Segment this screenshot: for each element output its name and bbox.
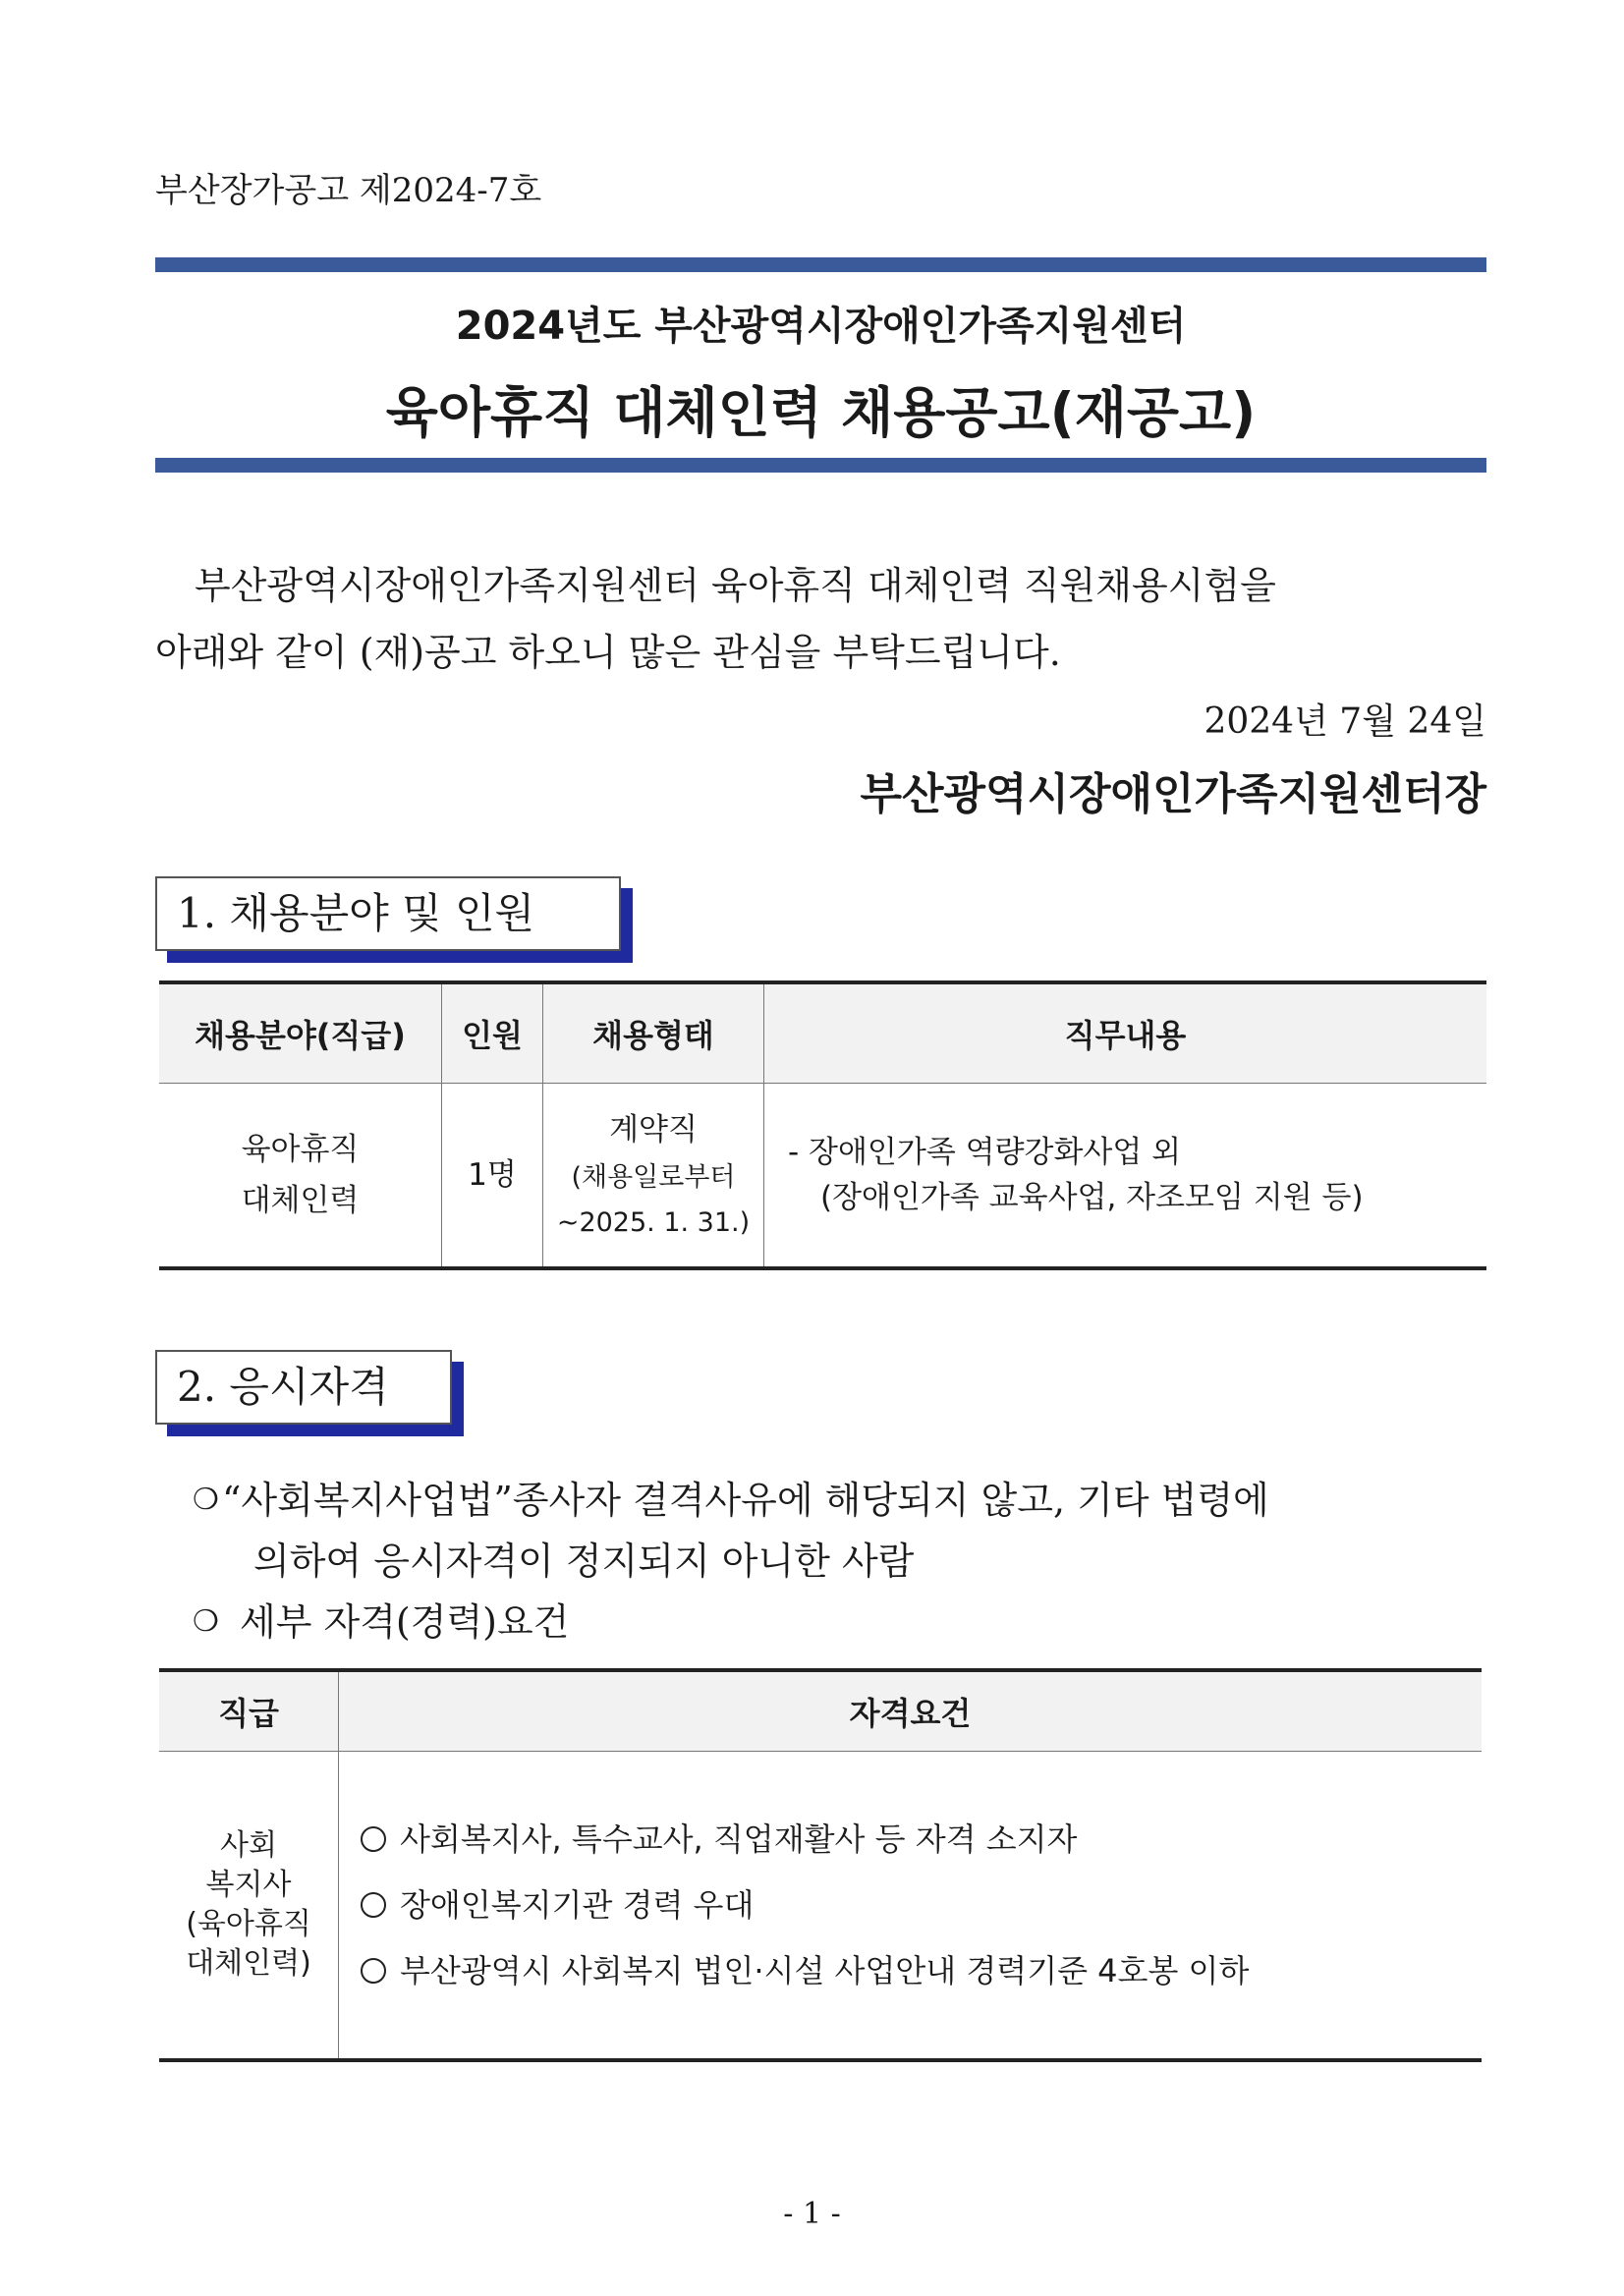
requirements-cell bbox=[339, 1752, 1483, 2061]
table-row bbox=[159, 1752, 1482, 2061]
issuer: 부산광역시장애인가족지원센터장 bbox=[860, 769, 1486, 819]
list-item bbox=[193, 1592, 1269, 1652]
table-header: 직급 bbox=[159, 1670, 339, 1752]
position-line: (육아휴직 bbox=[186, 1907, 311, 1941]
list-item bbox=[193, 1470, 1269, 1531]
type-line: ~2025. 1. 31.) bbox=[556, 1207, 751, 1238]
field-line: 대체인력 bbox=[241, 1183, 360, 1218]
qualification-table bbox=[159, 1668, 1482, 2062]
duty-line: - 장애인가족 역량강화사업 외 bbox=[788, 1135, 1182, 1170]
notice-number: 부산장가공고 제2024-7호 bbox=[155, 171, 542, 210]
bullet-circle-icon: ❍ bbox=[193, 1604, 219, 1639]
table-header: 채용형태 bbox=[543, 982, 764, 1084]
table-header: 채용분야(직급) bbox=[159, 982, 442, 1084]
bullet-text: “사회복지사업법”종사자 결격사유에 해당되지 않고, 기타 법령에 bbox=[222, 1479, 1269, 1522]
circle-bullet-icon bbox=[361, 1958, 386, 1984]
circle-bullet-icon bbox=[361, 1826, 386, 1852]
section1-heading: 1. 채용분야 및 인원 bbox=[155, 876, 621, 951]
intro-paragraph bbox=[155, 552, 1486, 686]
requirement-text: 사회복지사, 특수교사, 직업재활사 등 자격 소지자 bbox=[400, 1820, 1078, 1858]
position-cell bbox=[159, 1752, 339, 2061]
requirement-text: 장애인복지기관 경력 우대 bbox=[400, 1885, 755, 1924]
table-header: 인원 bbox=[442, 982, 543, 1084]
bullet-text: 세부 자격(경력)요건 bbox=[240, 1600, 570, 1644]
table-header-row bbox=[159, 982, 1486, 1084]
requirement-text: 부산광역시 사회복지 법인·시설 사업안내 경력기준 4호봉 이하 bbox=[400, 1951, 1250, 1989]
table-row bbox=[159, 1084, 1486, 1269]
field-cell bbox=[159, 1084, 442, 1269]
position-line: 대체인력) bbox=[186, 1946, 311, 1981]
list-item bbox=[361, 1807, 1481, 1873]
intro-line-2: 아래와 같이 (재)공고 하오니 많은 관심을 부탁드립니다. bbox=[155, 631, 1061, 674]
list-item bbox=[361, 1938, 1481, 2004]
list-item bbox=[361, 1873, 1481, 1938]
type-line: 계약직 bbox=[609, 1112, 698, 1148]
field-line: 육아휴직 bbox=[241, 1132, 360, 1167]
table-header-row bbox=[159, 1670, 1482, 1752]
duty-cell bbox=[764, 1084, 1487, 1269]
intro-line-1: 부산광역시장애인가족지원센터 육아휴직 대체인력 직원채용시험을 bbox=[195, 564, 1276, 607]
bullet-circle-icon: ❍ bbox=[193, 1483, 219, 1517]
page-title: 육아휴직 대체인력 채용공고(재공고) bbox=[385, 381, 1257, 444]
table-header: 직무내용 bbox=[764, 982, 1487, 1084]
type-cell bbox=[543, 1084, 764, 1269]
section2-heading: 2. 응시자격 bbox=[155, 1350, 452, 1425]
position-line: 복지사 bbox=[205, 1868, 292, 1902]
circle-bullet-icon bbox=[361, 1892, 386, 1918]
title-line-1: 2024년도 부산광역시장애인가족지원센터 bbox=[455, 304, 1187, 349]
type-line: (채용일로부터 bbox=[571, 1162, 736, 1193]
page-number: - 1 - bbox=[783, 2197, 841, 2231]
bullet-continuation: 의하여 응시자격이 정지되지 아니한 사람 bbox=[253, 1540, 915, 1583]
title-bottom-bar bbox=[155, 458, 1486, 473]
duty-line: (장애인가족 교육사업, 자조모임 지원 등) bbox=[820, 1180, 1364, 1215]
qualification-bullets bbox=[193, 1470, 1269, 1652]
position-line: 사회 bbox=[220, 1828, 277, 1863]
title-top-bar bbox=[155, 257, 1486, 272]
notice-date: 2024년 7월 24일 bbox=[1204, 701, 1486, 742]
table-header: 자격요건 bbox=[339, 1670, 1483, 1752]
count-cell: 1명 bbox=[442, 1084, 543, 1269]
recruitment-table bbox=[159, 980, 1486, 1270]
